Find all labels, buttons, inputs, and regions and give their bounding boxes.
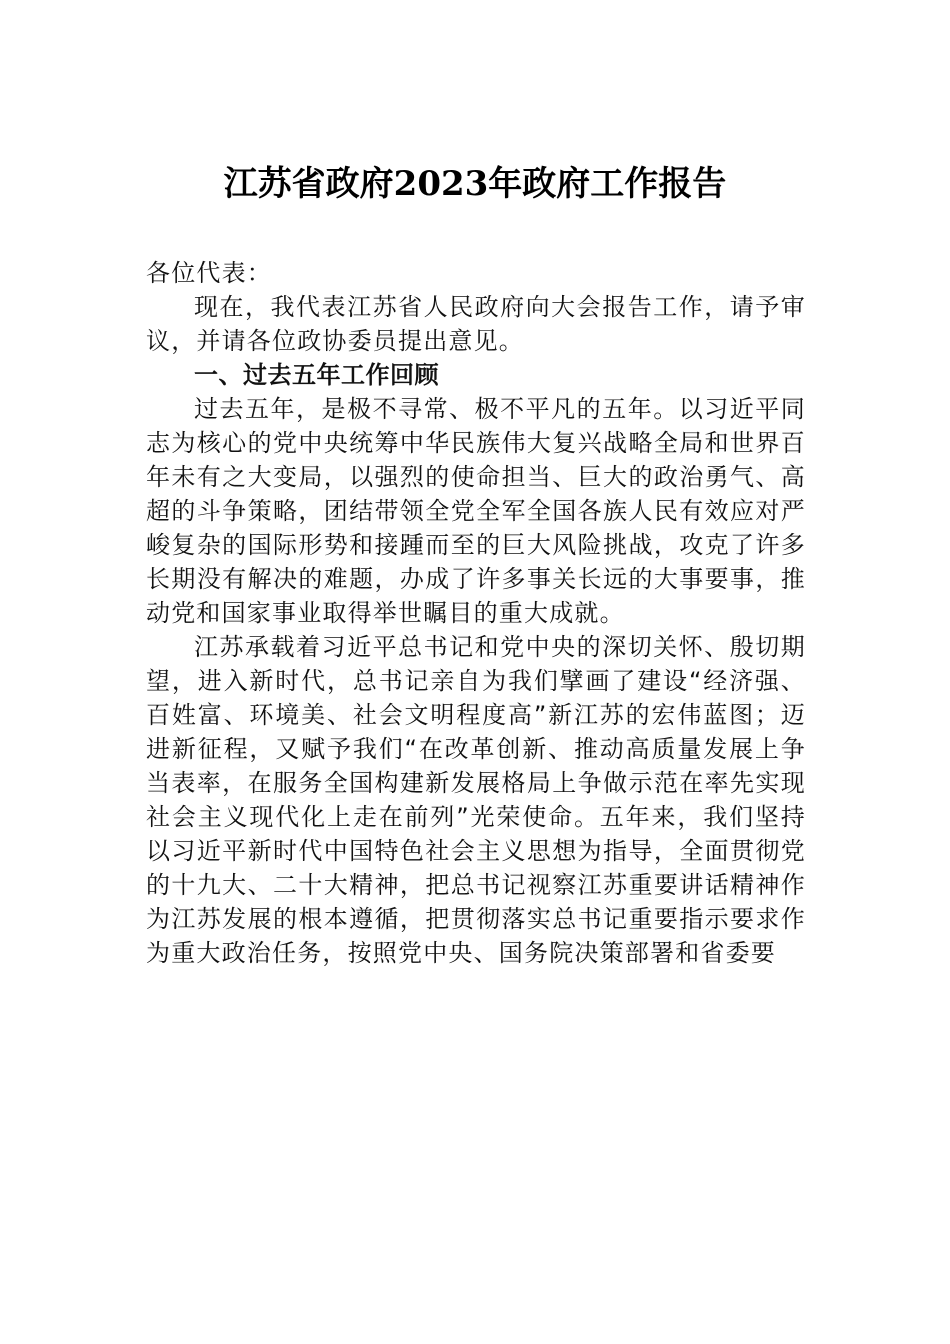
section-paragraph-2: 江苏承载着习近平总书记和党中央的深切关怀、殷切期望，进入新时代，总书记亲自为我们擘画了建设“经济强、百姓富、环境美、社会文明程度高”新江苏的宏伟蓝图；迈进新征程，又赋予我们“在改革创新、推动高质量发展上争当表率，在服务全国构建新发展格局上争做示范在率先实现社会主义现代化上走在前列”光荣使命。五年来，我们坚持以习近平新时代中国特色社会主义思想为指导，全面贯彻党的十九大、二十大精神，把总书记视察江苏重要讲话精神作为江苏发展的根本遵循，把贯彻落实总书记重要指示要求作为重大政治任务，按照党中央、国务院决策部署和省委要	[146, 633, 806, 967]
document-title: 江苏省政府2023年政府工作报告	[223, 164, 727, 204]
intro-paragraph: 现在，我代表江苏省人民政府向大会报告工作，请予审议，并请各位政协委员提出意见。	[146, 293, 806, 355]
section-paragraph-1: 过去五年，是极不寻常、极不平凡的五年。以习近平同志为核心的党中央统筹中华民族伟大复兴战略全局和世界百年未有之大变局，以强烈的使命担当、巨大的政治勇气、高超的斗争策略，团结带领全党全军全国各族人民有效应对严峻复杂的国际形势和接踵而至的巨大风险挑战，攻克了许多长期没有解决的难题，办成了许多事关长远的大事要事，推动党和国家事业取得举世瞩目的重大成就。	[146, 395, 806, 627]
salutation: 各位代表：	[146, 259, 272, 287]
document-body	[146, 256, 806, 970]
section-heading: 一、过去五年工作回顾	[194, 361, 439, 389]
